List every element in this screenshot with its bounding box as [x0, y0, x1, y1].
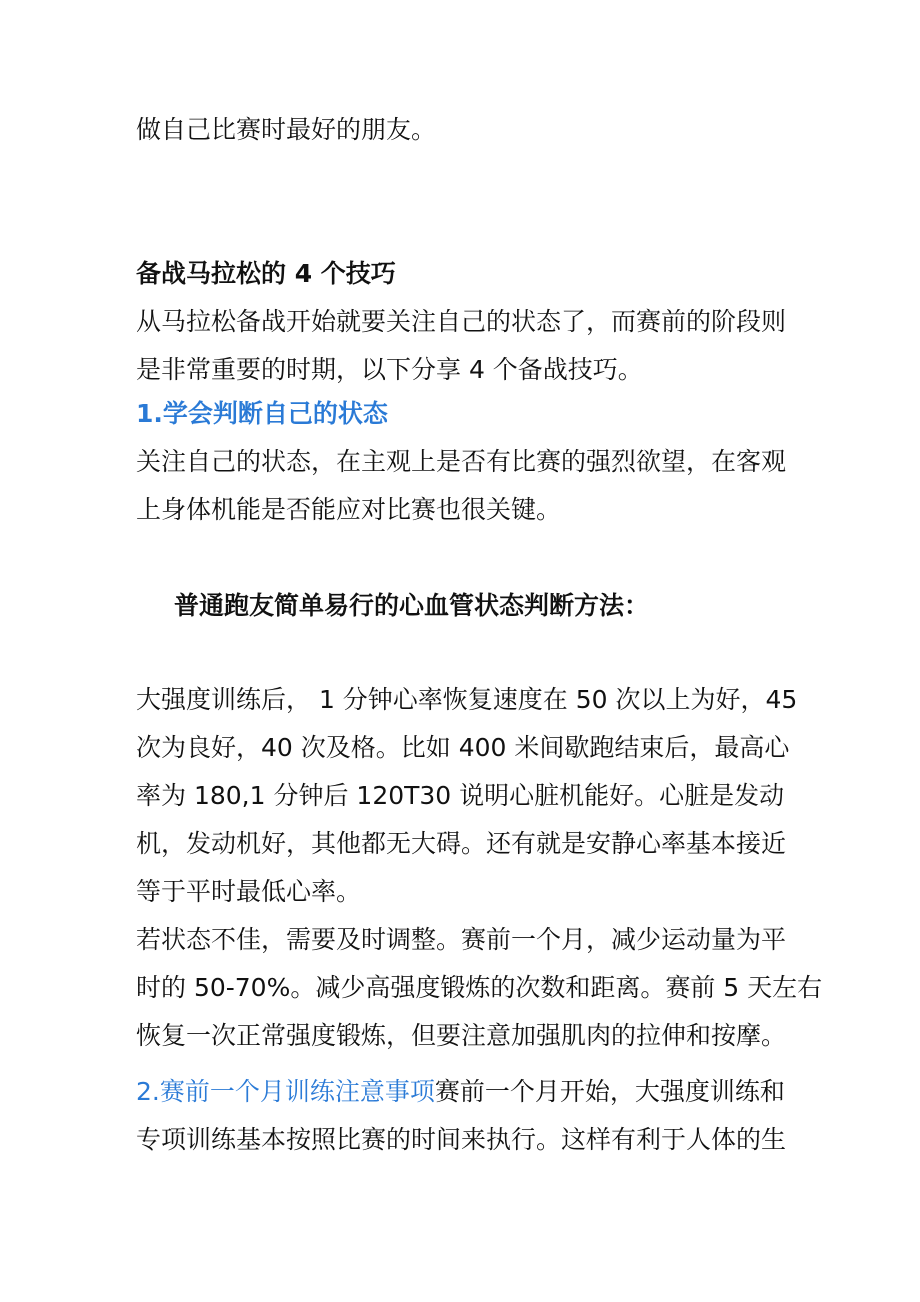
text-line: 从马拉松备战开始就要关注自己的状态了，而赛前的阶段则: [136, 307, 787, 336]
text-line: 大强度训练后， 1 分钟心率恢复速度在 50 次以上为好，45: [136, 685, 798, 714]
heading-text: 普通跑友简单易行的心血管状态判断方法：: [174, 591, 650, 620]
heading-text: 1.学会判断自己的状态: [136, 399, 388, 428]
text-line: 是非常重要的时期，以下分享 4 个备战技巧。: [136, 355, 643, 384]
heading-section-2: 2.赛前一个月训练注意事项: [136, 1077, 435, 1106]
paragraph-adjust: [136, 916, 823, 1060]
heading-text: 备战马拉松的 4 个技巧: [136, 259, 396, 288]
text-line: 关注自己的状态，在主观上是否有比赛的强烈欲望，在客观: [136, 447, 787, 476]
text-line: 上身体机能是否能应对比赛也很关键。: [136, 495, 562, 524]
heading-tips: [136, 250, 800, 298]
heading-method: [174, 582, 838, 630]
text-line: 次为良好，40 次及格。比如 400 米间歇跑结束后，最高心: [136, 733, 790, 762]
paragraph-section-1: [136, 438, 800, 534]
text-line: 时的 50-70%。减少高强度锻炼的次数和距离。赛前 5 天左右: [136, 973, 823, 1002]
text-line: 若状态不佳，需要及时调整。赛前一个月，减少运动量为平: [136, 925, 787, 954]
paragraph-section-2: [136, 1068, 800, 1164]
text-line: 等于平时最低心率。: [136, 877, 362, 906]
paragraph-method: [136, 676, 800, 916]
paragraph-tips: [136, 298, 800, 394]
text-run: 赛前一个月开始，大强度训练和: [434, 1077, 785, 1106]
heading-section-1: [136, 390, 800, 438]
text-line: 机，发动机好，其他都无大碍。还有就是安静心率基本接近: [136, 829, 787, 858]
text-line: 率为 180,1 分钟后 120T30 说明心脏机能好。心脏是发动: [136, 781, 785, 810]
text-line: 专项训练基本按照比赛的时间来执行。这样有利于人体的生: [136, 1125, 787, 1154]
paragraph-intro: [136, 106, 800, 154]
text-line: 做自己比赛时最好的朋友。: [136, 115, 437, 144]
text-line: 恢复一次正常强度锻炼，但要注意加强肌肉的拉伸和按摩。: [136, 1021, 787, 1050]
text-line: [136, 1068, 800, 1116]
